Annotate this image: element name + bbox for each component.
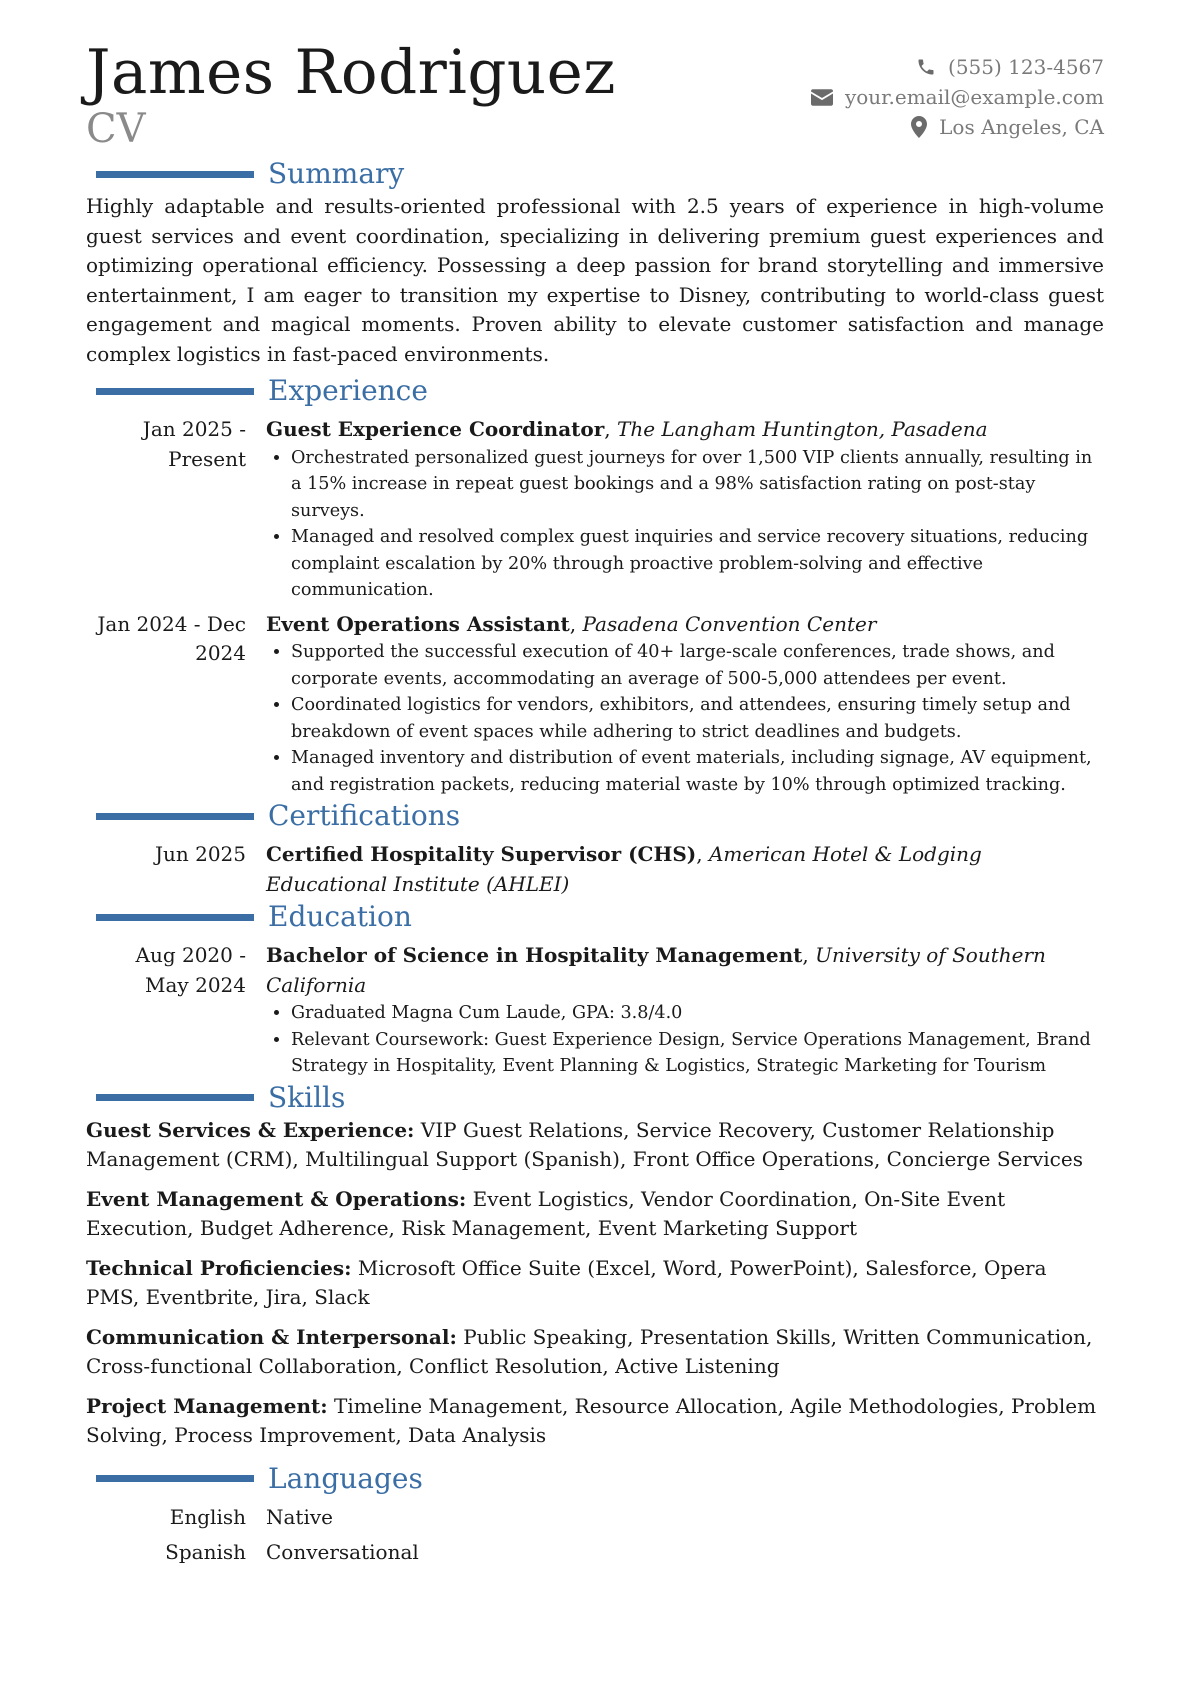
entry-organization: American Hotel & Lodging Educational Institute (AHLEI): [266, 842, 982, 896]
header: [86, 37, 1104, 156]
skill-category: Event Management & Operations:: [86, 1186, 467, 1211]
language-name: English: [169, 1504, 246, 1529]
skill-group: [86, 1392, 1104, 1451]
skills-section-header: [86, 1080, 1104, 1116]
skill-category: Guest Services & Experience:: [86, 1117, 415, 1142]
phone-icon: [916, 57, 936, 77]
skill-list: Timeline Management, Resource Allocation, Agile Methodologies, Problem Solving, Process Improvement, Data Analysis: [86, 1393, 1097, 1447]
section-rule: [96, 1094, 254, 1101]
contact-location: [811, 112, 1104, 142]
entry-date: Jan 2025 - Present: [142, 417, 246, 471]
bullet-item: • Supported the successful execution of 40+ large-scale conferences, trade shows, and corporate events, accommodating an average of 500-5,000 attendees per event.: [291, 639, 1104, 692]
education-entry: [86, 941, 1104, 1080]
entry-bullets: [266, 445, 1104, 604]
entry-role: Guest Experience Coordinator: [266, 417, 605, 441]
section-rule: [96, 388, 254, 395]
email-link[interactable]: your.email@example.com: [844, 85, 1104, 109]
language-row: [86, 1538, 1104, 1568]
education-section-header: [86, 899, 1104, 935]
language-row: [86, 1503, 1104, 1533]
skill-list: Microsoft Office Suite (Excel, Word, PowerPoint), Salesforce, Opera PMS, Eventbrite, Jira, Slack: [86, 1255, 1047, 1309]
entry-bullets: [266, 639, 1104, 798]
phone-text: (555) 123-4567: [948, 55, 1104, 79]
skill-group: [86, 1254, 1104, 1313]
location-text: Los Angeles, CA: [939, 115, 1104, 139]
contact-email[interactable]: [811, 82, 1104, 112]
entry-role: Certified Hospitality Supervisor (CHS): [266, 842, 697, 866]
section-title: Education: [268, 900, 412, 933]
cv-page: [86, 37, 1104, 1568]
languages-section-header: [86, 1461, 1104, 1497]
experience-entry: [86, 610, 1104, 799]
entry-body: Bachelor of Science in Hospitality Management, University of Southern California • Graduated Magna Cum Laude, GPA: 3.8/4.0 • Relevant Coursework: Guest Experience Design, Service Operations Management, Brand Strategy in Hospitality, Event Planning & Logistics, Strategic Marketing for Tourism: [266, 941, 1104, 1080]
entry-body: Event Operations Assistant, Pasadena Convention Center • Supported the successful execution of 40+ large-scale conferences, trade shows, and corporate events, accommodating an average of 500-5,000 attendees per event. • Coordinated logistics for vendors, exhibitors, and attendees, ensuring timely setup and breakdown of event spaces while adhering to strict deadlines and budgets. • Managed inventory and distribution of event materials, including signage, AV equipment, and registration packets, reducing material waste by 10% through optimized tracking.: [266, 610, 1104, 799]
section-rule: [96, 171, 254, 178]
certification-entry: [86, 840, 1104, 899]
entry-organization: University of Southern California: [266, 943, 1046, 997]
skill-group: [86, 1323, 1104, 1382]
entry-role: Event Operations Assistant: [266, 611, 570, 636]
bullet-item: • Managed and resolved complex guest inquiries and service recovery situations, reducing complaint escalation by 20% through proactive problem-solving and effective communication.: [291, 524, 1104, 604]
certifications-section-header: [86, 798, 1104, 834]
summary-text: Highly adaptable and results-oriented professional with 2.5 years of experience in high-volume guest services and event coordination, specializing in delivering premium guest experiences and optimizing operational efficiency. Possessing a deep passion for brand storytelling and immersive entertainment, I am eager to transition my expertise to Disney, contributing to world-class guest engagement and magical moments. Proven ability to elevate customer satisfaction and manage complex logistics in fast-paced environments.: [86, 194, 1104, 366]
skill-category: Technical Proficiencies:: [86, 1255, 352, 1280]
skill-category: Communication & Interpersonal:: [86, 1324, 457, 1349]
entry-date: Jun 2025: [154, 842, 246, 866]
entry-organization: The Langham Huntington, Pasadena: [617, 417, 988, 441]
map-pin-icon: [911, 116, 927, 138]
section-title: Experience: [268, 374, 428, 407]
section-rule: [96, 914, 254, 921]
entry-date: Jan 2024 - Dec 2024: [97, 611, 246, 665]
experience-section-header: [86, 373, 1104, 409]
skill-list: Event Logistics, Vendor Coordination, On-Site Event Execution, Budget Adherence, Risk Management, Event Marketing Support: [86, 1186, 1006, 1240]
bullet-item: • Orchestrated personalized guest journeys for over 1,500 VIP clients annually, resulting in a 15% increase in repeat guest bookings and a 98% satisfaction rating on post-stay surveys.: [291, 445, 1104, 525]
skill-group: [86, 1185, 1104, 1244]
skill-list: VIP Guest Relations, Service Recovery, Customer Relationship Management (CRM), Multilingual Support (Spanish), Front Office Operations, Concierge Services: [86, 1117, 1083, 1171]
entry-bullets: [266, 1000, 1104, 1080]
section-title: Summary: [268, 157, 405, 190]
language-level: Native: [266, 1504, 333, 1529]
skill-category: Project Management:: [86, 1393, 328, 1418]
envelope-icon: [811, 89, 833, 106]
entry-role: Bachelor of Science in Hospitality Management: [266, 943, 803, 967]
section-rule: [96, 813, 254, 820]
skill-group: [86, 1116, 1104, 1175]
entry-organization: Pasadena Convention Center: [582, 611, 877, 636]
contact-block: [811, 52, 1104, 142]
summary-section-header: [86, 156, 1104, 192]
document-subtitle: CV: [86, 106, 146, 152]
entry-date: Aug 2020 - May 2024: [135, 943, 246, 997]
contact-phone: [811, 52, 1104, 82]
bullet-item: • Graduated Magna Cum Laude, GPA: 3.8/4.0: [291, 1000, 1104, 1027]
section-rule: [96, 1475, 254, 1482]
language-name: Spanish: [165, 1540, 246, 1564]
section-title: Languages: [268, 1461, 423, 1495]
experience-entry: [86, 415, 1104, 604]
entry-body: Certified Hospitality Supervisor (CHS), American Hotel & Lodging Educational Institute (AHLEI): [266, 842, 982, 896]
bullet-item: • Relevant Coursework: Guest Experience Design, Service Operations Management, Brand Strategy in Hospitality, Event Planning & Logistics, Strategic Marketing for Tourism: [291, 1027, 1104, 1080]
bullet-item: • Coordinated logistics for vendors, exhibitors, and attendees, ensuring timely setup and breakdown of event spaces while adhering to strict deadlines and budgets.: [291, 692, 1104, 745]
section-title: Skills: [268, 1080, 346, 1114]
skill-list: Public Speaking, Presentation Skills, Written Communication, Cross-functional Collaboration, Conflict Resolution, Active Listening: [86, 1324, 1093, 1378]
candidate-name: James Rodriguez: [86, 37, 616, 108]
bullet-item: • Managed inventory and distribution of event materials, including signage, AV equipment, and registration packets, reducing material waste by 10% through optimized tracking.: [291, 745, 1104, 798]
language-level: Conversational: [266, 1540, 419, 1564]
entry-body: Guest Experience Coordinator, The Langham Huntington, Pasadena • Orchestrated personalized guest journeys for over 1,500 VIP clients annually, resulting in a 15% increase in repeat guest bookings and a 98% satisfaction rating on post-stay surveys. • Managed and resolved complex guest inquiries and service recovery situations, reducing complaint escalation by 20% through proactive problem-solving and effective communication.: [266, 415, 1104, 604]
section-title: Certifications: [268, 799, 461, 832]
